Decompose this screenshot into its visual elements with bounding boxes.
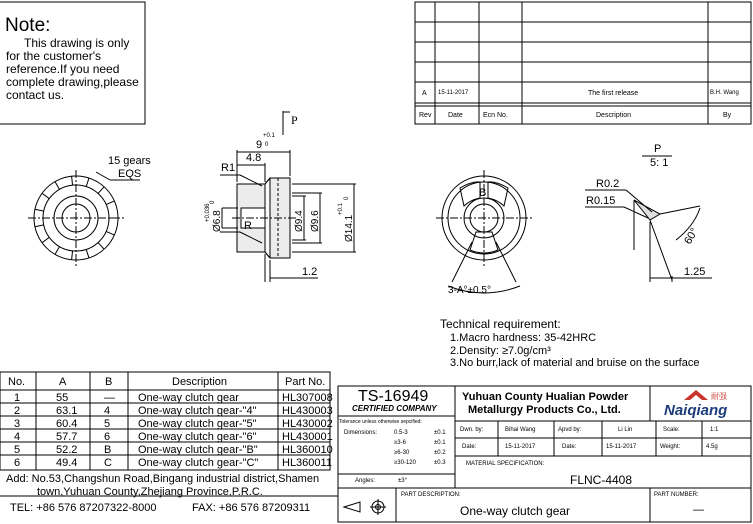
parts-cell-no: 4 bbox=[14, 431, 21, 443]
detail-scale: 5: 1 bbox=[650, 157, 669, 169]
dim-9-label: 9 bbox=[256, 139, 263, 151]
dim-6-8-tol-lower: 0 bbox=[210, 200, 216, 204]
parts-cell-b: 4 bbox=[104, 405, 111, 417]
dim-9-6-label: Ø9.6 bbox=[310, 210, 321, 232]
fax: FAX: +86 576 87209311 bbox=[192, 502, 311, 514]
r1-label: R1 bbox=[221, 162, 236, 174]
dim-6-8-tol: +0.036 bbox=[205, 203, 211, 222]
tolerance-header: Tolerance unless otherwise sepcified: bbox=[339, 419, 422, 425]
eqs-label: EQS bbox=[118, 168, 142, 180]
section-view bbox=[220, 111, 356, 282]
cert-title: TS-16949 bbox=[358, 388, 429, 405]
address-line-2: town,Yuhuan County,Zhejiang Province,P.R.C. bbox=[37, 486, 263, 498]
gear-tooth bbox=[42, 193, 49, 198]
parts-cell-no: 1 bbox=[14, 392, 21, 404]
parts-cell-no: 3 bbox=[14, 418, 21, 430]
gear-tooth bbox=[35, 209, 44, 211]
parts-cell-a: 52.2 bbox=[56, 444, 78, 456]
parts-cell-part: HL430001 bbox=[282, 431, 333, 443]
tolerance-value: ±0.1 bbox=[434, 440, 446, 446]
address-line-1: Add: No.53,Changshun Road,Bingang industrial district,Shamen bbox=[6, 473, 320, 485]
parts-cell-a: 63.1 bbox=[56, 405, 78, 417]
date-label-2: Date: bbox=[562, 444, 577, 450]
detail-mark: P bbox=[654, 143, 662, 155]
parts-cell-desc: One-way clutch gear-"C" bbox=[138, 457, 259, 469]
company-line-1: Yuhuan County Hualian Powder bbox=[462, 391, 629, 403]
tolerance-range: ≥3-6 bbox=[394, 440, 406, 446]
detail-dim-1-25: 1.25 bbox=[684, 266, 706, 278]
parts-cell-desc: One-way clutch gear bbox=[138, 392, 239, 404]
dim-14-1-tol: +0.1 bbox=[338, 203, 344, 215]
parts-cell-b: 6 bbox=[104, 431, 111, 443]
parts-cell-part: HL360011 bbox=[282, 457, 332, 469]
section-mark: P bbox=[291, 113, 298, 127]
part-desc-value: One-way clutch gear bbox=[460, 504, 571, 518]
dim-9-4-label: Ø9.4 bbox=[294, 210, 305, 232]
part-number-value: — bbox=[693, 504, 704, 516]
tolerance-range: 0.5-3 bbox=[394, 430, 408, 436]
weight-label: Weight: bbox=[660, 444, 681, 450]
gear-tooth bbox=[72, 176, 73, 185]
detail-r0-2: R0.2 bbox=[596, 178, 620, 190]
left-gear-view bbox=[28, 170, 140, 266]
rev-header-rev: Rev bbox=[419, 112, 432, 119]
tolerance-range: ≥6-30 bbox=[394, 450, 410, 456]
dim-9-tol-lower: 0 bbox=[265, 142, 269, 148]
parts-header-a: A bbox=[59, 376, 67, 388]
gear-tooth bbox=[106, 231, 114, 235]
tolerance-value: ±0.2 bbox=[434, 450, 446, 456]
dim-14-1-label: Ø14.1 bbox=[344, 214, 355, 242]
logo-mark bbox=[684, 390, 708, 400]
parts-cell-b: 5 bbox=[104, 418, 111, 430]
cert-sub: CERTIFIED COMPANY bbox=[352, 404, 437, 413]
rev-row-rev: A bbox=[422, 90, 427, 97]
part-desc-label: PART DESCRIPTION: bbox=[401, 492, 461, 498]
front-b-label: B bbox=[479, 187, 487, 199]
parts-header-b: B bbox=[105, 376, 113, 388]
parts-cell-part: HL307008 bbox=[282, 392, 333, 404]
apvd-by: Li Lin bbox=[618, 427, 633, 433]
scale-value: 1:1 bbox=[710, 427, 719, 433]
parts-header-desc: Description bbox=[172, 376, 228, 388]
parts-cell-part: HL430002 bbox=[282, 418, 333, 430]
gear-tooth bbox=[98, 187, 104, 194]
tolerance-range: ≥30-120 bbox=[394, 460, 416, 466]
rev-header-ecn: Ecn No. bbox=[483, 112, 508, 119]
rev-row-date: 15-11-2017 bbox=[438, 90, 469, 96]
part-number-label: PART NUMBER: bbox=[654, 492, 699, 498]
company-line-2: Metallurgy Products Co., Ltd. bbox=[468, 404, 621, 416]
tolerance-value: ±0.1 bbox=[434, 430, 446, 436]
dim-9-tol: +0.1 bbox=[263, 133, 275, 139]
dim-1-2-label: 1.2 bbox=[302, 266, 318, 278]
tech-title: Technical requirement: bbox=[440, 317, 561, 331]
rev-row-desc: The first release bbox=[588, 90, 639, 97]
date-1: 15-11-2017 bbox=[505, 444, 536, 450]
parts-cell-part: HL430003 bbox=[282, 405, 333, 417]
angles-value: ±3° bbox=[398, 478, 408, 484]
parts-cell-a: 55 bbox=[56, 392, 69, 404]
logo-text: Naiqiang bbox=[664, 402, 728, 419]
parts-cell-desc: One-way clutch gear-"4" bbox=[138, 405, 257, 417]
parts-cell-no: 5 bbox=[14, 444, 21, 456]
dim-4-8-label: 4.8 bbox=[246, 152, 262, 164]
parts-cell-b: C bbox=[104, 457, 112, 469]
revision-grid bbox=[415, 2, 751, 124]
rev-header-desc: Description bbox=[596, 112, 632, 119]
parts-cell-desc: One-way clutch gear-"6" bbox=[138, 431, 257, 443]
tel: TEL: +86 576 87207322-8000 bbox=[10, 502, 157, 514]
front-angle-label: 3-A°±0.5° bbox=[448, 285, 491, 296]
date-2: 15-11-2017 bbox=[606, 444, 637, 450]
parts-cell-no: 2 bbox=[14, 405, 21, 417]
tolerance-value: ±0.3 bbox=[434, 460, 446, 466]
gears-label: 15 gears bbox=[108, 155, 151, 167]
gear-tooth bbox=[42, 237, 49, 242]
gear-tooth bbox=[86, 178, 89, 187]
parts-cell-a: 49.4 bbox=[56, 457, 78, 469]
note-body: This drawing is only for the customer's reference.If you need complete drawing,please contact us. bbox=[6, 36, 139, 102]
scale-label: Scale: bbox=[663, 427, 680, 433]
rev-row-by: B.H. Wang bbox=[710, 90, 739, 96]
date-label-1: Date: bbox=[462, 444, 477, 450]
material-label: MATERIAL SPECIFICATION: bbox=[466, 461, 545, 467]
detail-view bbox=[585, 156, 712, 282]
rev-header-by: By bbox=[723, 112, 732, 119]
apvd-by-label: Apvd by: bbox=[558, 427, 582, 433]
parts-cell-part: HL360010 bbox=[282, 444, 333, 456]
detail-angle: 60° bbox=[682, 226, 701, 247]
tech-item-1: 1.Macro hardness: 35-42HRC bbox=[450, 332, 597, 344]
parts-cell-a: 57.7 bbox=[56, 431, 78, 443]
gear-tooth bbox=[98, 243, 104, 250]
parts-cell-a: 60.4 bbox=[56, 418, 78, 430]
parts-header-no: No. bbox=[8, 376, 26, 388]
gear-tooth bbox=[55, 182, 60, 190]
tech-item-2: 2.Density: ≥7.0g/cm³ bbox=[450, 345, 551, 357]
projection-symbol bbox=[344, 499, 386, 515]
dwn-by-label: Dwn. by: bbox=[460, 427, 484, 433]
gear-tooth bbox=[35, 225, 44, 227]
dwn-by: Bihai Wang bbox=[505, 427, 536, 433]
logo-cn: 耐强 bbox=[711, 392, 727, 401]
r-label: R bbox=[244, 220, 252, 232]
parts-cell-desc: One-way clutch gear-"5" bbox=[138, 418, 257, 430]
weight-value: 4.5g bbox=[706, 444, 718, 450]
parts-cell-b: — bbox=[104, 392, 115, 404]
parts-cell-b: B bbox=[104, 444, 112, 456]
dimensions-label: Dimensions: bbox=[344, 430, 378, 436]
dim-6-8-label: Ø6.8 bbox=[212, 210, 223, 232]
gear-tooth bbox=[55, 247, 60, 255]
parts-header-part: Part No. bbox=[285, 376, 326, 388]
detail-r0-15: R0.15 bbox=[586, 195, 616, 207]
parts-cell-desc: One-way clutch gear-"B" bbox=[138, 444, 258, 456]
parts-cell-no: 6 bbox=[14, 457, 21, 469]
material-value: FLNC-4408 bbox=[570, 473, 633, 487]
tech-item-3: 3.No burr,lack of material and bruise on the surface bbox=[450, 357, 700, 369]
dim-14-1-tol-lower: 0 bbox=[344, 196, 350, 200]
rev-header-date: Date bbox=[448, 112, 463, 119]
angles-label: Angles: bbox=[355, 478, 376, 484]
gear-tooth bbox=[86, 249, 89, 258]
gear-tooth bbox=[72, 251, 73, 260]
gear-tooth bbox=[106, 201, 114, 205]
note-heading: Note: bbox=[5, 15, 51, 36]
